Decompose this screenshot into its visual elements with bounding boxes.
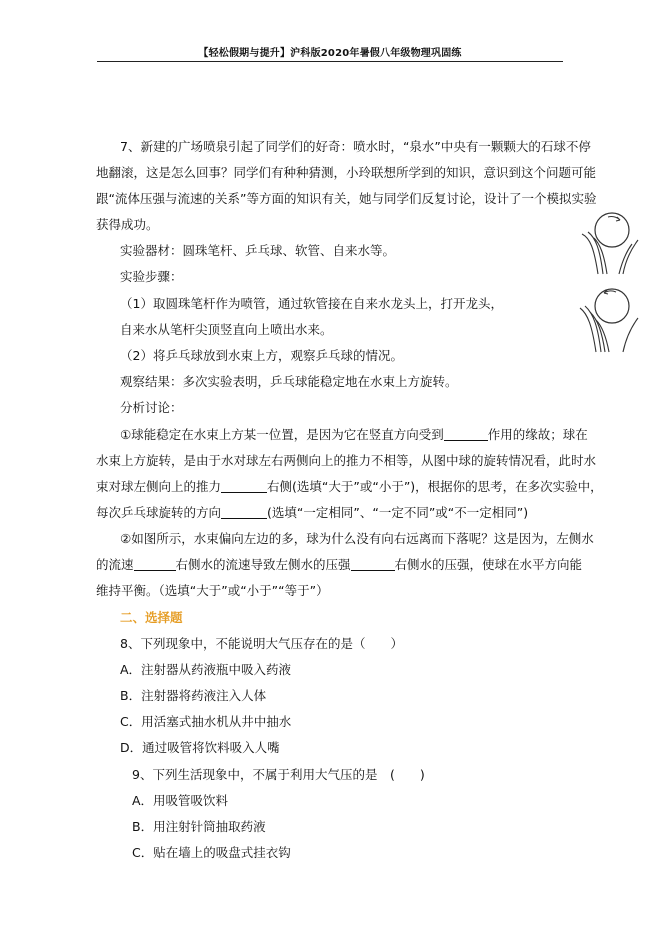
q8-option-b[interactable]: B．注射器将药液注入人体 <box>120 688 267 703</box>
q8-stem: 8、下列现象中，不能说明大气压存在的是（ ） <box>120 636 403 651</box>
q7-line-2: 地翻滚，这是怎么回事？同学们有种种猜测，小玲联想所学到的知识，意识到这个问题可能 <box>96 165 597 180</box>
q7-analysis-1-line-2: 水束上方旋转，是由于水对球左右两侧向上的推力不相等，从图中球的旋转情况看，此时水 <box>96 453 597 468</box>
q7-analysis-1-text-e: 每次乒乓球旋转的方向 <box>96 505 222 520</box>
q7-analysis-1-text-b: 作用的缘故；球在 <box>487 427 588 442</box>
q7-analysis-1-line-1 <box>120 425 588 443</box>
q7-analysis-title: 分析讨论： <box>120 400 183 415</box>
q7-step-1b: 自来水从笔杆尖顶竖直向上喷出水来。 <box>120 322 333 337</box>
answer-blank-force[interactable] <box>444 429 488 441</box>
fountain-ball-spinning-icon <box>576 208 644 278</box>
answer-blank-push-compare[interactable] <box>221 481 267 493</box>
q9-option-b[interactable]: B．用注射针筒抽取药液 <box>132 819 266 834</box>
q7-analysis-2-text-b: 右侧水的流速导致左侧水的压强 <box>175 557 351 572</box>
q9-stem: 9、下列生活现象中，不属于利用大气压的是 ( ) <box>132 767 425 782</box>
q7-analysis-1-text-a: ①球能稳定在水束上方某一位置，是因为它在竖直方向受到 <box>120 427 444 442</box>
fountain-ball-tilted-water-icon <box>576 284 644 356</box>
q7-line-4: 获得成功。 <box>96 217 159 232</box>
q7-analysis-1-text-d: 右侧(选填“大于”或“小于”)，根据你的思考，在多次实验中， <box>267 479 603 494</box>
q7-analysis-2-line-1: ②如图所示，水束偏向左边的多，球为什么没有向右远离而下落呢？这是因为，左侧水 <box>120 531 594 546</box>
q7-analysis-1-text-c: 束对球左侧向上的推力 <box>96 479 222 494</box>
answer-blank-rotation-direction[interactable] <box>221 507 267 519</box>
q7-analysis-1-line-4 <box>96 503 528 521</box>
q7-analysis-2-text-c: 右侧水的压强，使球在水平方向能 <box>394 557 583 572</box>
q8-option-a[interactable]: A．注射器从药液瓶中吸入药液 <box>120 662 292 677</box>
q7-analysis-2-line-3: 维持平衡。（选填“大于”或“小于”“等于”） <box>96 583 329 598</box>
q8-option-d[interactable]: D．通过吸管将饮料吸入人嘴 <box>120 740 280 755</box>
q7-line-3: 跟“流体压强与流速的关系”等方面的知识有关，她与同学们反复讨论，设计了一个模拟实验 <box>96 191 597 206</box>
answer-blank-pressure[interactable] <box>351 559 395 571</box>
q7-step-2: （2）将乒乓球放到水束上方，观察乒乓球的情况。 <box>120 348 403 363</box>
q7-analysis-1-text-f: (选填“一定相同”、“一定不同”或“不一定相同”) <box>267 505 529 520</box>
q8-option-c[interactable]: C．用活塞式抽水机从井中抽水 <box>120 714 292 729</box>
q9-option-a[interactable]: A．用吸管吸饮料 <box>132 793 229 808</box>
q7-line-1: 7、新建的广场喷泉引起了同学们的好奇：喷水时，“泉水”中央有一颗颗大的石球不停 <box>120 139 591 154</box>
q7-result: 观察结果：多次实验表明，乒乓球能稳定地在水束上方旋转。 <box>120 374 458 389</box>
q7-equipment: 实验器材：圆珠笔杆、乒乓球、软管、自来水等。 <box>120 243 396 258</box>
q7-analysis-1-line-3 <box>96 477 603 495</box>
q7-steps-title: 实验步骤： <box>120 269 183 284</box>
page-header: 【轻松假期与提升】沪科版2020年暑假八年级物理巩固练 <box>198 48 462 59</box>
q9-option-c[interactable]: C．贴在墙上的吸盘式挂衣钩 <box>132 845 291 860</box>
q7-analysis-2-line-2 <box>96 555 582 573</box>
q7-analysis-2-text-a: 的流速 <box>96 557 134 572</box>
q7-step-1a: （1）取圆珠笔杆作为喷管，通过软管接在自来水龙头上，打开龙头， <box>120 296 503 311</box>
answer-blank-velocity[interactable] <box>134 559 176 571</box>
section-heading: 二、选择题 <box>120 610 183 625</box>
header-divider <box>97 61 563 62</box>
